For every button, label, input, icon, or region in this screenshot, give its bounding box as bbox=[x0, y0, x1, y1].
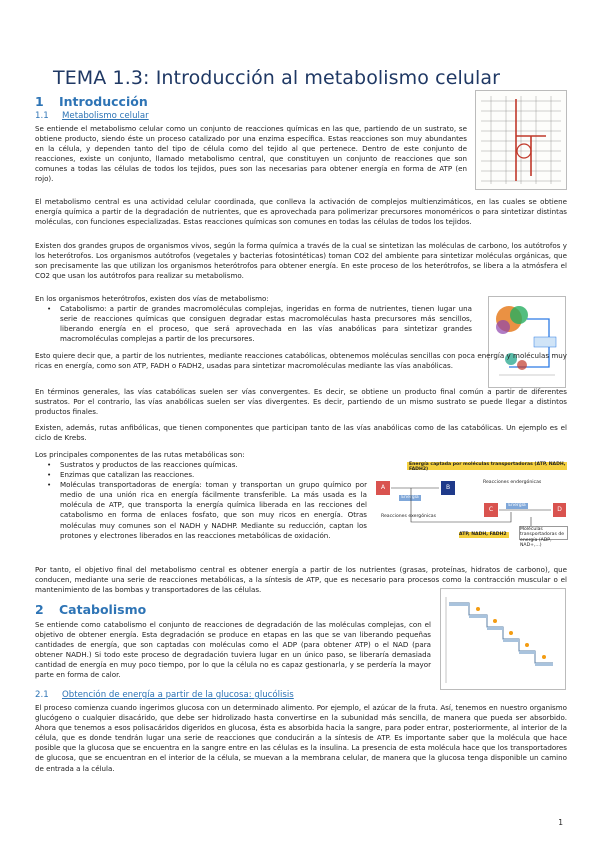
page-number: 1 bbox=[558, 818, 563, 827]
paragraph: Esto quiere decir que, a partir de los nutrientes, mediante reacciones catabólicas, obtenemos moléculas sencillas con poca energía y moléculas muy ricas en energía, como son ATP, FADH o FADH2, usadas para sintetizar macromoléculas mediante las vías anabólicas. bbox=[35, 351, 567, 371]
carriers-right: Moléculas transportadoras de energía (ADP, NAD+,...) bbox=[519, 526, 568, 540]
energy-transfer-figure bbox=[371, 462, 566, 562]
subsection-title: Obtención de energía a partir de la glucosa: glucólisis bbox=[62, 690, 294, 700]
components-list bbox=[35, 460, 367, 541]
metabolic-map-figure bbox=[475, 90, 567, 190]
box-d: D bbox=[553, 503, 566, 517]
paragraph: Por tanto, el objetivo final del metabolismo central es obtener energía a partir de los nutrientes (grasas, proteínas, hidratos de carbono), que conducen, mediante una serie de reacciones metabólicas, a la síntesis de ATP, que es necesario para procesos como la contracción muscular o el mantenimiento de las bombas y transportadores de las células. bbox=[35, 565, 567, 595]
paragraph: El metabolismo central es una actividad celular coordinada, que conlleva la activación de complejos multienzimáticos, en las cuales se obtiene energía química a partir de la degradación de nutrientes, que es aprovechada para polimerizar precursores monoméricos o para sintetizar distintas moléculas, con funciones especializadas. Estas reacciones químicas son comunes en todas las células de todos los tejidos. bbox=[35, 197, 567, 227]
paragraph: Se entiende el metabolismo celular como un conjunto de reacciones químicas en las que, partiendo de un sustrato, se obtiene producto, siendo éste un proceso catalizado por una enzima específica. Estas reacciones son muy abundantes en la célula, y dependen tanto del tipo de célula como del tejido al que pertenece. Dentro de este conjunto de reacciones, existe un conjunto, llamado metabolismo central, que constituyen un conjunto de reacciones que son comunes a todas las células de todos los tejidos, pues son las necesarias para obtener energía en forma de ATP (en rojo). bbox=[35, 124, 467, 184]
paragraph: Existen, además, rutas anfibólicas, que tienen componentes que participan tanto de las vías anabólicas como de las catabólicas. Un ejemplo es el ciclo de Krebs. bbox=[35, 423, 567, 443]
paragraph: Existen dos grandes grupos de organismos vivos, según la forma química a través de la cual se sintetizan las moléculas de carbono, los autótrofos y los heterótrofos. Los organismos autótrofos (vegetales y bacterias fotosintéticas) toman CO2 del ambiente para sintetizar moléculas orgánicas, que son precisamente las que utilizan los organismos heterótrofos para obtener energía. En este proceso de los heterótrofos, se libera a la atmósfera el CO2 que usan los autótrofos para realizar su metabolismo. bbox=[35, 241, 567, 281]
box-c: C bbox=[484, 503, 498, 517]
carriers-left: ATP, NADH, FADH2 bbox=[459, 532, 509, 538]
subsection-number: 1.1 bbox=[35, 111, 49, 121]
pathway-list bbox=[35, 304, 472, 344]
paragraph: En términos generales, las vías catabólicas suelen ser vías convergentes. Es decir, se obtiene un producto final común a partir de diferentes sustratos. Por el contrario, las vías anabólicas suelen ser vías divergentes. Es decir, partiendo de un mismo sustrato se puede llegar a distintos productos finales. bbox=[35, 387, 567, 417]
subsection-number: 2.1 bbox=[35, 690, 49, 700]
section-2-heading bbox=[35, 602, 146, 617]
box-b: B bbox=[441, 481, 455, 495]
list-item: • Enzimas que catalizan las reacciones. bbox=[35, 470, 367, 480]
pathway-diagram-image bbox=[489, 297, 565, 387]
paragraph: Se entiende como catabolismo el conjunto de reacciones de degradación de las moléculas complejas, con el objetivo de obtener energía. Esta degradación se produce en etapas en las que se van liberando pequeñas cantidades de energía, que son captadas con moléculas como el ADP (para obtener ATP) o el NAD (para obtener NADH.) Si todo este proceso de degradación tuviera lugar en un único paso, se liberaría demasiada cantidad de energía en muy poco tiempo, por lo que la célula no es capaz gestionarla, y se perdería la mayor parte en forma de calor. bbox=[35, 620, 431, 680]
exergonic-label: Reacciones exergónicas bbox=[381, 514, 436, 519]
energy-label: Energía bbox=[399, 495, 421, 501]
figure-header: Energía captada por moléculas transportadoras (ATP, NADH, FADH2) bbox=[409, 462, 566, 473]
box-a: A bbox=[376, 481, 390, 495]
page-title: TEMA 1.3: Introducción al metabolismo celular bbox=[53, 67, 501, 89]
metabolic-map-image bbox=[476, 91, 566, 189]
section-title: Introducción bbox=[59, 94, 148, 109]
list-item: • Moléculas transportadoras de energía: toman y transportan un grupo químico por medio de una unión rica en energía fácilmente transferible. La más usada es la molécula de ATP, que transporta la energía química liberada en las recciones del catabolismo en forma de enlaces fosfato, que son muy ricos en energía. Otras moléculas muy comunes son el NADH y NADHP. Mediante su reducción, captan los protones y electrones liberados en las reacciones metabólicas de oxidación. bbox=[35, 480, 367, 541]
energy-levels-figure bbox=[440, 588, 566, 690]
paragraph: Los principales componentes de las rutas metabólicas son: bbox=[35, 450, 245, 459]
section-1-heading bbox=[35, 94, 148, 109]
energy-label: Energía bbox=[506, 503, 528, 509]
endergonic-label: Reacciones endergónicas bbox=[483, 480, 542, 485]
energy-staircase-image bbox=[441, 589, 565, 689]
list-item: • Sustratos y productos de las reacciones químicas. bbox=[35, 460, 367, 470]
section-number: 1 bbox=[35, 94, 44, 109]
catabolism-anabolism-figure bbox=[488, 296, 566, 388]
paragraph: En los organismos heterótrofos, existen dos vías de metabolismo: bbox=[35, 294, 269, 303]
subsection-2-1-heading bbox=[35, 690, 294, 700]
paragraph: El proceso comienza cuando ingerimos glucosa con un determinado alimento. Por ejemplo, el azúcar de la fruta. Así, tenemos en nuestro organismo glucógeno o cualquier disacárido, que debe ser hidrolizado hasta convertirse en la subunidad más sencilla, de manera que pueda ser absorbido. Ahora que tenemos a esos polisacáridos digeridos en glucosa, ésta es absorbida hacia la sangre, para poder entrar, posteriormente, al interior de la célula, que es donde tendrán lugar una serie de reacciones que conducirán a la síntesis de ATP. Es importante saber que la molécula que hace posible que la glucosa que se encuentra en la sangre entre en las células es la insulina. La presencia de esta molécula hace que los transportadores de glucosa, que se encuentran en el interior de la célula, se muevan a la membrana celular, de manera que la glucosa tenga disponible un camino de entrada a la célula. bbox=[35, 703, 567, 773]
subsection-title: Metabolismo celular bbox=[62, 111, 149, 121]
section-number: 2 bbox=[35, 602, 44, 617]
subsection-1-1-heading bbox=[35, 111, 149, 121]
list-item: • Catabolismo: a partir de grandes macromoléculas complejas, ingeridas en forma de nutrientes, tienen lugar una serie de reacciones químicas que consiguen degradar estas macromoléculas hasta precursores más sencillos, liberando energía en el proceso, que será aprovechada en las vías anabólicas para sintetizar grandes macromoléculas complejas a partir de los precursores. bbox=[35, 304, 472, 344]
section-title: Catabolismo bbox=[59, 602, 147, 617]
